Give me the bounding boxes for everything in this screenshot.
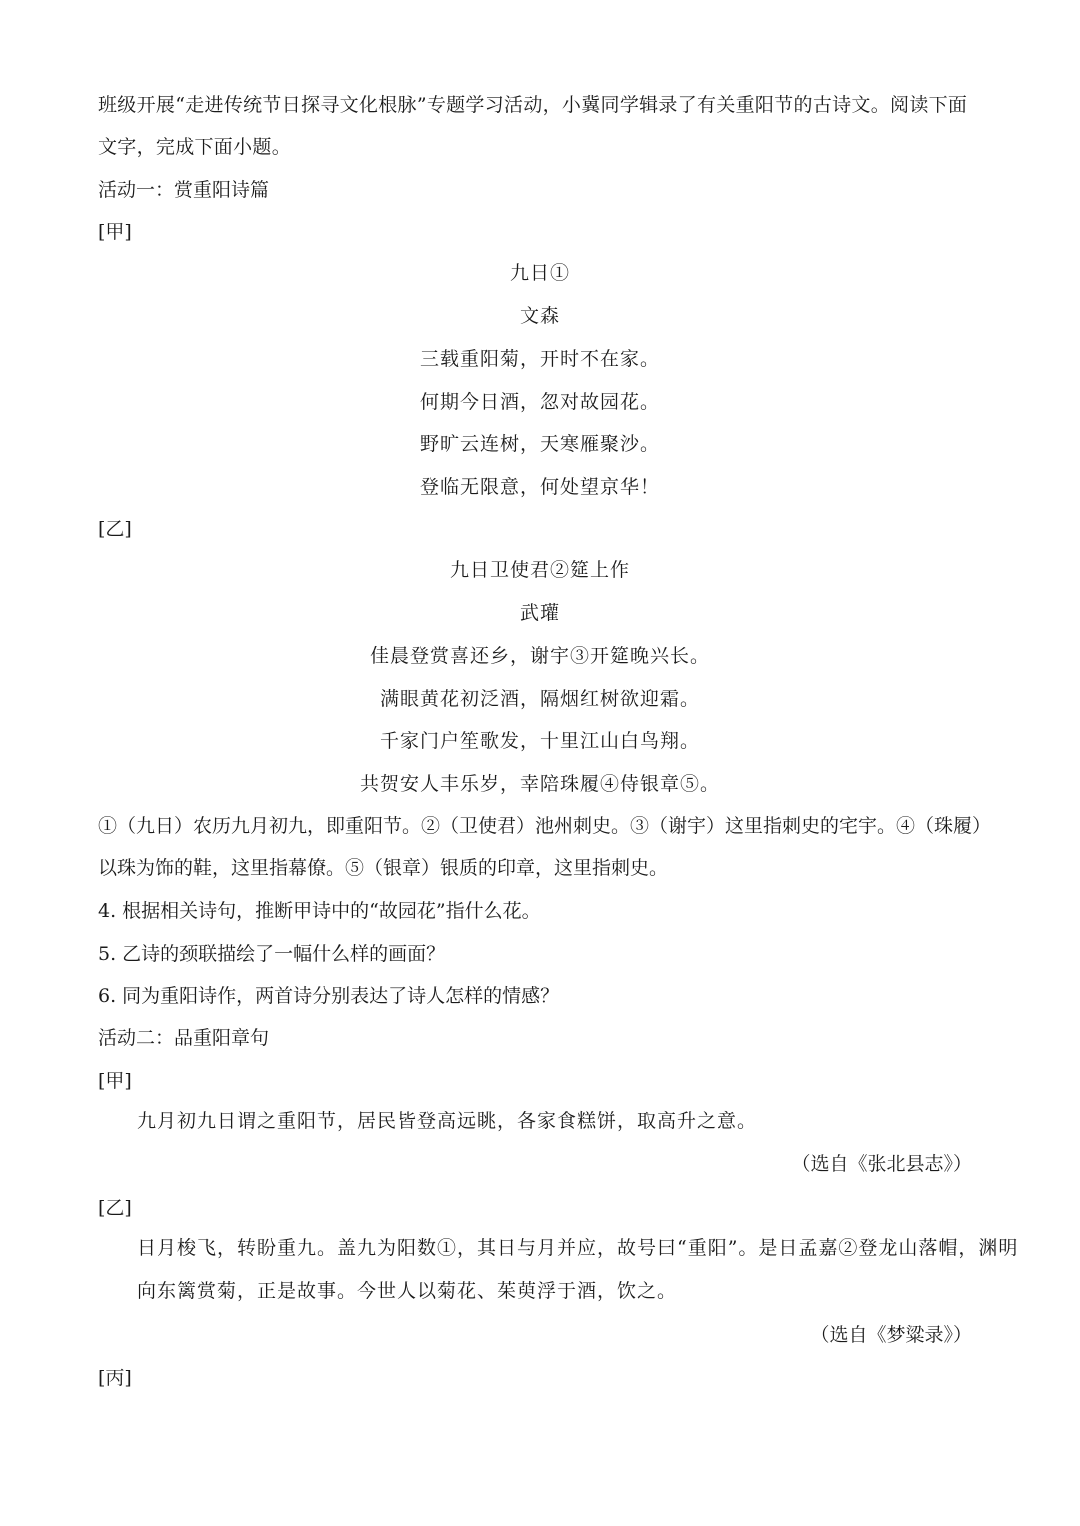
poem-a-line-1: 三载重阳菊，开时不在家。 — [419, 348, 660, 370]
poem-b-line-4: 共贺安人丰乐岁，幸陪珠履④侍银章⑤。 — [359, 773, 720, 795]
poem-a-line-3: 野旷云连树，天寒雁聚沙。 — [419, 433, 660, 455]
text-a-body: 九月初九日谓之重阳节，居民皆登高远眺，各家食糕饼，取高升之意。 — [137, 1110, 758, 1132]
activity2-heading: 活动二：品重阳章句 — [98, 1027, 270, 1049]
poem-b-author: 武瓘 — [519, 602, 560, 624]
text-c-marker: [丙] — [98, 1367, 132, 1389]
poem-a-marker: [甲] — [98, 221, 132, 243]
activity1-heading: 活动一：赏重阳诗篇 — [98, 179, 270, 201]
intro-line-2: 文字，完成下面小题。 — [98, 136, 292, 158]
text-a-marker: [甲] — [98, 1070, 132, 1092]
poem-a-title: 九日① — [509, 262, 570, 284]
poem-a-line-2: 何期今日酒，忽对故园花。 — [419, 391, 660, 413]
text-b-source: （选自《梦粱录》） — [810, 1324, 972, 1346]
poem-b-line-2: 满眼黄花初泛酒，隔烟红树欲迎霜。 — [379, 688, 700, 710]
notes-line-2: 以珠为饰的鞋，这里指幕僚。⑤（银章）银质的印章，这里指刺史。 — [98, 857, 669, 879]
text-a-source: （选自《张北县志》） — [791, 1153, 972, 1175]
text-b-marker: [乙] — [98, 1197, 132, 1219]
poem-a-line-4: 登临无限意，何处望京华！ — [419, 476, 660, 498]
poem-a-author: 文森 — [519, 305, 560, 327]
poem-b-title: 九日卫使君②筵上作 — [449, 559, 630, 581]
question-4: 4. 根据相关诗句，推断甲诗中的“故园花”指什么花。 — [98, 900, 541, 922]
poem-b-line-3: 千家门户笙歌发，十里江山白鸟翔。 — [379, 730, 700, 752]
notes-line-1: ①（九日）农历九月初九，即重阳节。②（卫使君）池州刺史。③（谢宇）这里指刺史的宅宇。④（珠履） — [98, 815, 992, 837]
question-6: 6. 同为重阳诗作，两首诗分别表达了诗人怎样的情感？ — [98, 985, 560, 1007]
poem-b-line-1: 佳晨登赏喜还乡，谢宇③开筵晚兴长。 — [369, 645, 710, 667]
poem-b-marker: [乙] — [98, 518, 132, 540]
question-5: 5. 乙诗的颈联描绘了一幅什么样的画面？ — [98, 943, 446, 965]
intro-line-1: 班级开展“走进传统节日探寻文化根脉”专题学习活动，小冀同学辑录了有关重阳节的古诗文。阅读下面 — [98, 94, 968, 116]
text-b-line-2: 向东篱赏菊，正是故事。今世人以菊花、茱萸浮于酒，饮之。 — [137, 1280, 678, 1302]
text-b-line-1: 日月梭飞，转盼重九。盖九为阳数①，其日与月并应，故号曰“重阳”。是日孟嘉②登龙山落帽，渊明 — [137, 1237, 1019, 1259]
